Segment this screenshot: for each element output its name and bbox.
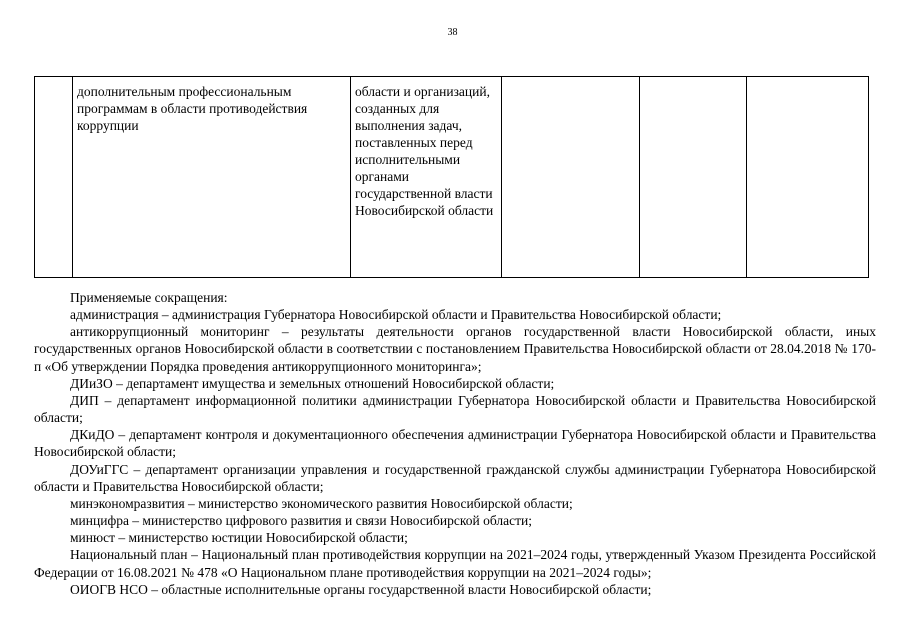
table-cell-empty — [640, 77, 747, 278]
abbreviation-item: ДИП – департамент информационной политики администрации Губернатора Новосибирской области и Правительства Новосибирской области; — [34, 392, 876, 426]
table-cell-empty — [747, 77, 869, 278]
table-cell-detail: области и организаций, созданных для выполнения задач, поставленных перед исполнительными органами государственной власти Новосибирской области — [351, 77, 502, 278]
table-cell-number — [35, 77, 73, 278]
table-cell-empty — [502, 77, 640, 278]
table-cell-measure: дополнительным профессиональным программам в области противодействия коррупции — [73, 77, 351, 278]
abbreviation-item: ДКиДО – департамент контроля и документационного обеспечения администрации Губернатора Новосибирской области и Правительства Новосибирской области; — [34, 427, 876, 460]
abbreviation-item: антикоррупционный мониторинг – результаты деятельности органов государственной власти Новосибирской области, иных государственных органов Новосибирской области в соответствии с постановлением Правительства Новосибирской области от 28.04.2018 № 170-п «Об утверждении Порядка проведения антикоррупционного мониторинга»; — [34, 324, 876, 374]
abbreviation-item: минцифра – министерство цифрового развития и связи Новосибирской области; — [70, 513, 532, 529]
abbreviation-item: ДИиЗО – департамент имущества и земельных отношений Новосибирской области; — [70, 375, 555, 391]
abbreviations-section — [34, 289, 876, 598]
abbreviation-item: Национальный план – Национальный план противодействия коррупции на 2021–2024 годы, утвержденный Указом Президента Российской Федерации от 16.08.2021 № 478 «О Национальном плане противодействия коррупции на 2021–2024 годы»; — [34, 547, 876, 580]
abbreviation-item: ОИОГВ НСО – областные исполнительные органы государственной власти Новосибирской области; — [70, 581, 652, 597]
abbreviation-item: администрация – администрация Губернатора Новосибирской области и Правительства Новосибирской области; — [70, 307, 722, 323]
table-row — [35, 77, 869, 278]
page-number: 38 — [447, 27, 458, 38]
measures-table — [34, 76, 869, 278]
abbreviation-item: минэкономразвития – министерство экономического развития Новосибирской области; — [70, 495, 573, 511]
abbreviation-item: ДОУиГГС – департамент организации управления и государственной гражданской службы администрации Губернатора Новосибирской области и Правительства Новосибирской области; — [34, 461, 876, 494]
abbreviations-heading: Применяемые сокращения: — [70, 290, 228, 305]
abbreviation-item: минюст – министерство юстиции Новосибирской области; — [70, 530, 408, 546]
